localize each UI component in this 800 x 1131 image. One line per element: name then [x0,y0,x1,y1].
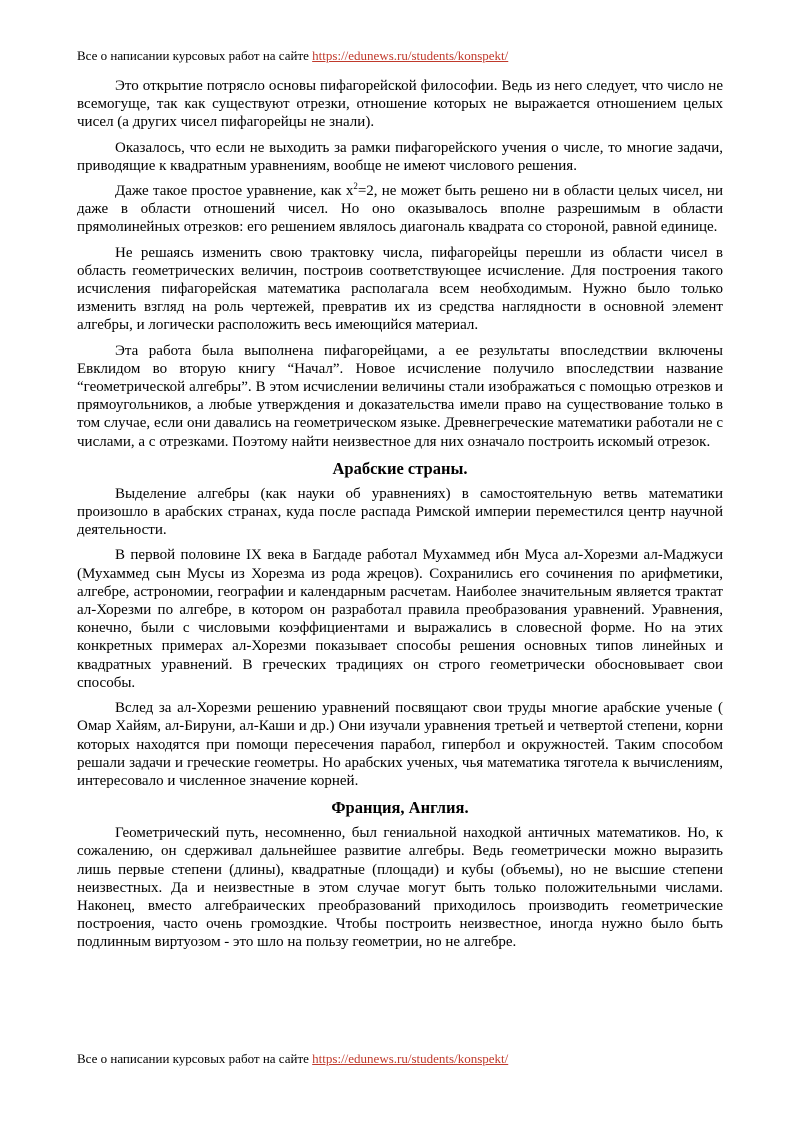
page-header [77,48,508,64]
paragraph-6: Выделение алгебры (как науки об уравнениях) в самостоятельную ветвь математики произошло в арабских странах, куда после распада Римской империи переместился центр научной деятельности. [77,485,723,539]
header-text: Все о написании курсовых работ на сайте [77,48,313,63]
paragraph-9: Геометрический путь, несомненно, был гениальной находкой античных математиков. Но, к сожалению, он сдерживал дальнейшее развитие алгебры. Ведь геометрически можно выразить лишь первые степени (длины), квадратные (площади) и кубы (объемы), но не высшие степени неизвестных. Да и неизвестные в этом случае могут быть только положительными числами. Наконец, вместо алгебраических преобразований приходилось производить геометрические построения, часто очень громоздкие. Чтобы построить неизвестное, иногда нужно было быть подлинным виртуозом - это шло на пользу геометрии, но не алгебре. [77,825,723,951]
exponent-superscript: 2 [353,181,358,192]
paragraph-7: В первой половине IX века в Багдаде работал Мухаммед ибн Муса ал-Хорезми ал-Маджуси (Мухаммед сын Мусы из Хорезма из рода жрецов). Сохранились его сочинения по арифметики, алгебре, астрономии, географии и календарным расчетам. Наиболее значительным является трактат ал-Хорезми по алгебре, в котором он разработал правила преобразования уравнений. Уравнения, конечно, были с числовыми коэффициентами и выражались в словесной форме. Но на этих конкретных примерах ал-Хорезми показывает способы решения основных типов линейных и квадратных уравнений. В греческих традициях он строго геометрически обосновывает свои способы. [77,547,723,691]
header-link[interactable]: https://edunews.ru/students/konspekt/ [312,48,509,63]
paragraph-3-start: Даже такое простое уравнение, как x [115,183,354,200]
footer-link[interactable]: https://edunews.ru/students/konspekt/ [312,1051,509,1066]
section-heading-arab-countries: Арабские страны. [332,458,468,478]
paragraph-8: Вслед за ал-Хорезми решению уравнений посвящают свои труды многие арабские ученые ( Омар Хайям, ал-Бируни, ал-Каши и др.) Они изучали уравнения третьей и четвертой степени, корни которых находятся при помощи пересечения парабол, гипербол и окружностей. Таким способом решали задачи и греческие геометры. Но арабских ученых, чья математика тяготела к вычислениям, интересовало и численное значение корней. [77,700,723,789]
paragraph-4: Не решаясь изменить свою трактовку числа, пифагорейцы перешли из области чисел в область геометрических величин, построив соответствующее исчисление. Для построения такого исчисления пифагорейская математика располагала всем необходимым. Нужно было только изменить взгляд на роль чертежей, превратив их из средства наглядности в основной элемент алгебры, и логически расположить весь имеющийся материал. [77,244,723,334]
paragraph-1: Это открытие потрясло основы пифагорейской философии. Ведь из него следует, что число не всемогуще, так как существуют отрезки, отношение которых не выражается отношением целых чисел (а других чисел пифагорейцы не знали). [77,78,723,131]
paragraph-2: Оказалось, что если не выходить за рамки пифагорейского учения о числе, то многие задачи, приводящие к квадратным уравнениям, вообще не имеют числового решения. [77,139,723,174]
paragraph-3 [77,182,723,237]
section-heading-france-england: Франция, Англия. [331,798,469,818]
paragraph-5: Эта работа была выполнена пифагорейцами, а ее результаты впоследствии включены Евклидом во вторую книгу “Начал”. Новое исчисление получило впоследствии название “геометрической алгебры”. В этом исчислении величины стали изображаться с помощью отрезков и прямоугольников, а любые утверждения и доказательства имели право на существование только в том случае, если они давались на геометрическом языке. Древнегреческие математики работали не с числами, а с отрезками. Поэтому найти неизвестное для них означало построить искомый отрезок. [77,342,723,450]
paragraph-3-end: =2, не может быть решено ни в области целых чисел, ни даже в области отношений чисел. Но оно оказывалось вполне разрешимым в области прямолинейных отрезков: его решением являлось диагональ квадрата со стороной, равной единице. [77,183,723,236]
page-footer [77,1051,508,1067]
document-body [77,77,723,959]
footer-text: Все о написании курсовых работ на сайте [77,1051,313,1066]
